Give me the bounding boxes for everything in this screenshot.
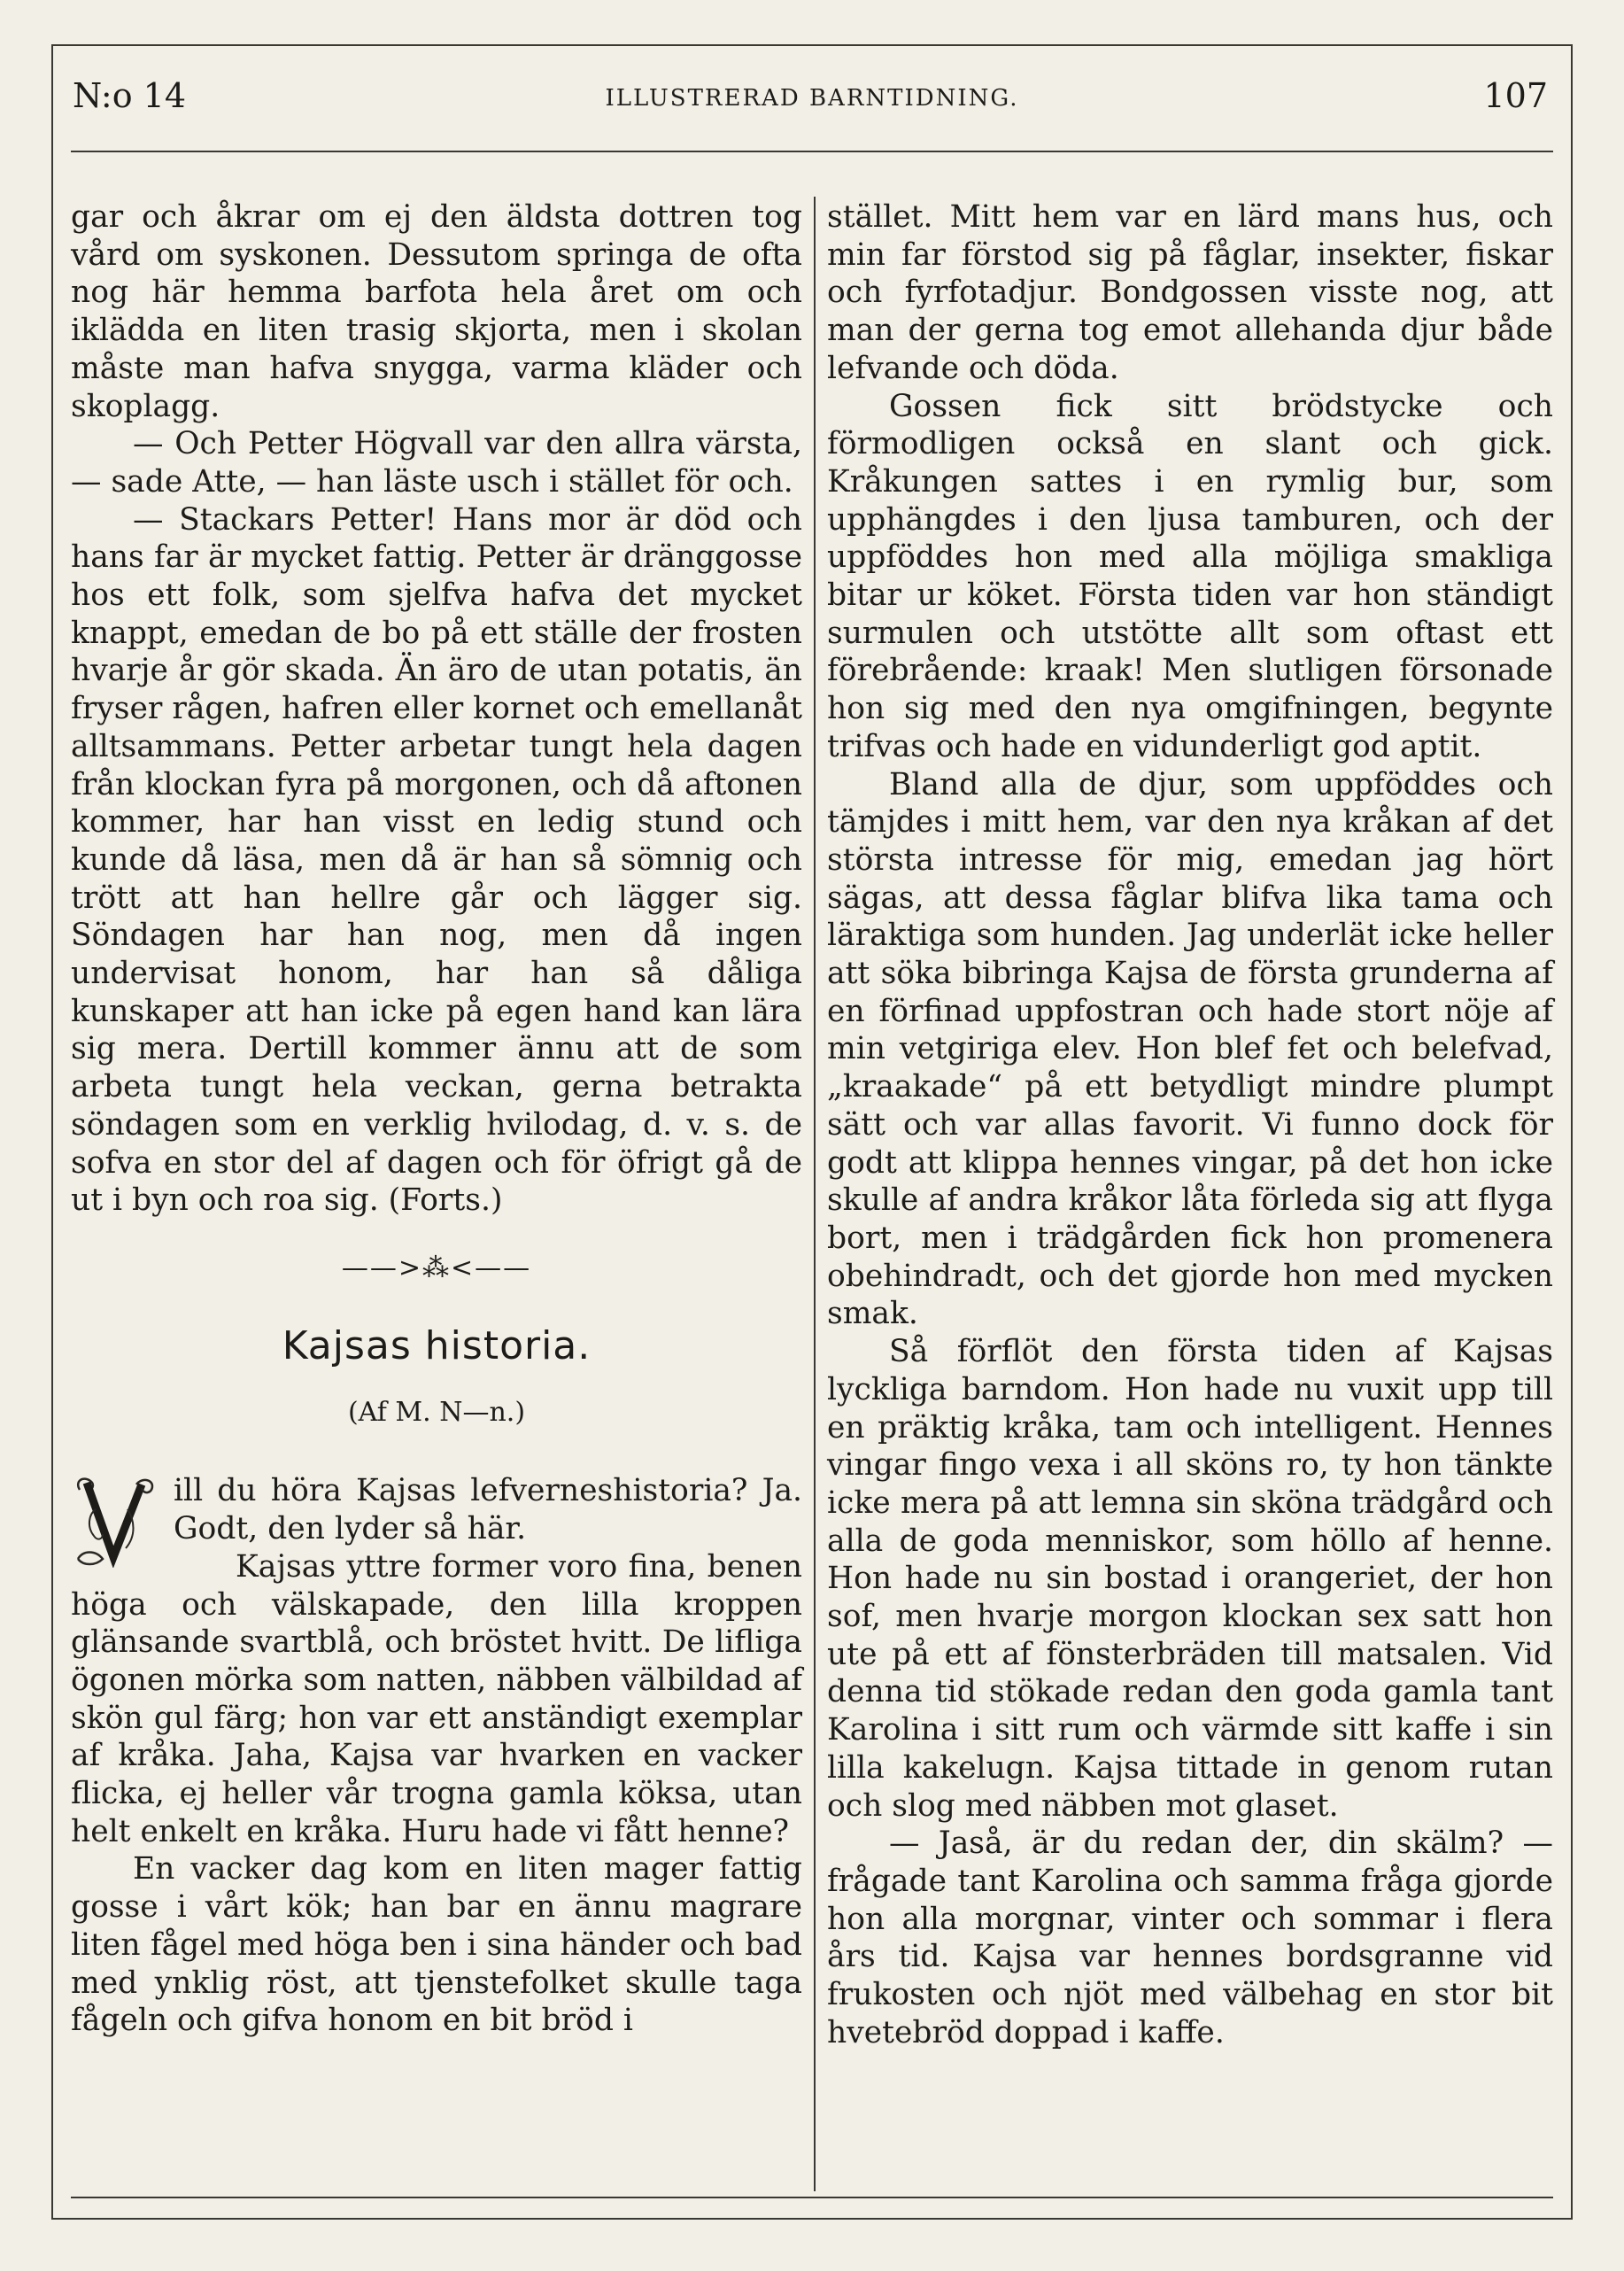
newspaper-page: [51, 44, 1573, 2220]
left-column: [71, 198, 802, 2040]
paragraph: Så förflöt den första tiden af Kajsas lyckliga barndom. Hon hade nu vuxit upp till en präktig kråka, tam och intelligent. Hennes vingar fingo vexa i all sköns ro, ty hon tänkte icke mera på att lemna sin sköna trädgård och alla de goda menniskor, som höllo af henne. Hon hade nu sin bostad i orangeriet, der hon sof, men hvarje morgon klockan sex satt hon ute på ett af fönsterbräden till matsalen. Vid denna tid stökade redan den goda gamla tant Karolina i sitt rum och värmde sitt kaffe i sin lilla kakelugn. Kajsa tittade in genom rutan och slog med näbben mot glaset.: [827, 1334, 1553, 1824]
page-header: [53, 46, 1571, 152]
paragraph: — Stackars Petter! Hans mor är död och hans far är mycket fattig. Petter är dränggosse hos ett folk, som sjelfva hafva det mycket knappt, emedan de bo på ett ställe der frosten hvarje år gör skada. Än äro de utan potatis, än fryser rågen, hafren eller kornet och emellanåt alltsammans. Petter arbetar tungt hela dagen från klockan fyra på morgonen, och då aftonen kommer, har han visst en ledig stund och kunde då läsa, men då är han så sömnig och trött att han hellre går och lägger sig. Söndagen har han nog, men då ingen undervisat honom, har han så dåliga kunskaper att han icke på egen hand kan lära sig mera. Dertill kommer ännu att de som arbeta tungt hela veckan, gerna betrakta söndagen som en verklig hvilodag, d. v. s. de sofva en stor del af dagen och för öfrigt gå de ut i byn och roa sig. (Forts.): [71, 501, 802, 1219]
publication-title: ILLUSTRERAD BARNTIDNING.: [605, 85, 1019, 112]
story-title: Kajsas historia.: [282, 1322, 592, 1368]
paragraph: Bland alla de djur, som uppföddes och tämjdes i mitt hem, var den nya kråkan af det största intresse för mig, emedan jag hört sägas, att dessa fåglar blifva lika tama och läraktiga som hunden. Jag underlät icke heller att söka bibringa Kajsa de första grunderna af en förfinad uppfostran och hade stort nöje af min vetgiriga elev. Hon blef fet och belefvad, „kraakade“ på ett betydligt mindre plumpt sätt och var allas favorit. Vi funno dock för godt att klippa hennes vingar, på det hon icke skulle af andra kråkor låta förleda sig att flyga bort, men i trädgården fick hon promenera obehindradt, och det gjorde hon med mycken smak.: [827, 766, 1553, 1332]
paragraph: stället. Mitt hem var en lärd mans hus, och min far förstod sig på fåglar, insekter, fiskar och fyrfotadjur. Bondgossen visste nog, att man der gerna tog emot allehanda djur både lefvande och döda.: [827, 199, 1553, 386]
byline: (Af M. N—n.): [347, 1396, 526, 1428]
bottom-rule: [71, 2197, 1553, 2198]
header-rule: [71, 151, 1553, 152]
opening-paragraph: [71, 1472, 802, 1547]
issue-number: N:o 14: [73, 76, 187, 115]
paragraph: gar och åkrar om ej den äldsta dottren tog vård om syskonen. Dessutom springa de ofta nog här hemma barfota hela året om och iklädda en liten trasig skjorta, men i skolan måste man hafva snygga, varma kläder och skoplagg.: [71, 199, 802, 424]
page-number: 107: [1483, 76, 1548, 115]
paragraph: ill du höra Kajsas lefverneshistoria? Ja. Godt, den lyder så här.: [174, 1473, 802, 1547]
right-column: [827, 198, 1553, 2051]
paragraph: En vacker dag kom en liten mager fattig gosse i vårt kök; han bar en ännu magrare liten fågel med höga ben i sina händer och bad med ynklig röst, att tjenstefolket skulle taga fågeln och gifva honom en bit bröd i: [71, 1851, 802, 2039]
section-ornament: ——>⁂<——: [341, 1252, 532, 1283]
decorated-initial-v-icon: [71, 1474, 159, 1568]
paragraph: Kajsas yttre former voro fina, benen höga och välskapade, den lilla kroppen glänsande svartblå, och bröstet hvitt. De lifliga ögonen mörka som natten, näbben välbildad af skön gul färg; hon var ett anständigt exemplar af kråka. Jaha, Kajsa var hvarken en vacker flicka, ej heller vår trogna gamla köksa, utan helt enkelt en kråka. Huru hade vi fått henne?: [71, 1548, 802, 1849]
paragraph: Gossen fick sitt brödstycke och förmodligen också en slant och gick. Kråkungen sattes i en rymlig bur, som upphängdes i den ljusa tamburen, och der uppföddes hon med alla möjliga smakliga bitar ur köket. Första tiden var hon ständigt surmulen och utstötte allt som oftast ett förebrående: kraak! Men slutligen försonade hon sig med den nya omgifningen, begynte trifvas och hade en vidunderligt god aptit.: [827, 388, 1553, 764]
column-divider: [814, 197, 816, 2191]
paragraph: — Och Petter Högvall var den allra värsta, — sade Atte, — han läste usch i stället för och.: [71, 426, 802, 500]
paragraph: — Jaså, är du redan der, din skälm? — frågade tant Karolina och samma fråga gjorde hon alla morgnar, vinter och sommar i flera års tid. Kajsa var hennes bordsgranne vid frukosten och njöt med välbehag en stor bit hvetebröd doppad i kaffe.: [827, 1825, 1553, 2050]
